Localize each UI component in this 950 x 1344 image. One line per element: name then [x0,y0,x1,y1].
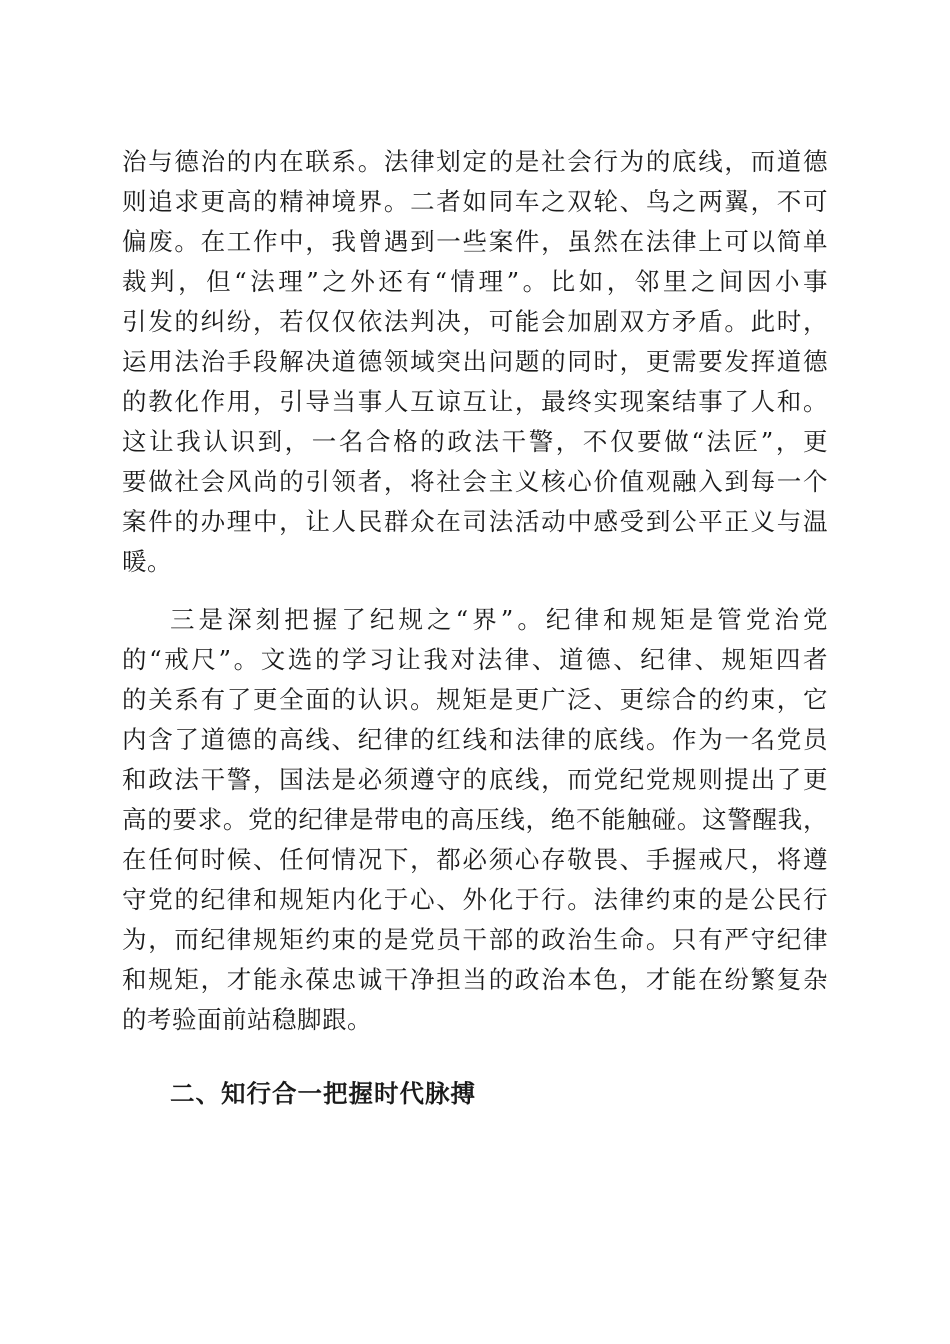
text-line: 高的要求。党的纪律是带电的高压线，绝不能触碰。这警醒我， [122,805,828,834]
text-line: 三是深刻把握了纪规之“界”。纪律和规矩是管党治党 [170,605,828,634]
text-line: 的关系有了更全面的认识。规矩是更广泛、更综合的约束，它 [122,685,828,714]
text-line: 守党的纪律和规矩内化于心、外化于行。法律约束的是公民行 [122,885,828,914]
text-line: 和政法干警，国法是必须遵守的底线，而党纪党规则提出了更 [122,765,828,794]
text-line: 这让我认识到，一名合格的政法干警，不仅要做“法匠”，更 [122,427,828,456]
text-line: 偏废。在工作中，我曾遇到一些案件，虽然在法律上可以简单 [122,227,828,256]
text-line: 引发的纠纷，若仅仅依法判决，可能会加剧双方矛盾。此时， [122,307,828,336]
text-line: 的考验面前站稳脚跟。 [122,1005,372,1034]
text-line: 治与德治的内在联系。法律划定的是社会行为的底线，而道德 [122,147,828,176]
text-line: 暖。 [122,547,172,576]
text-line: 为，而纪律规矩约束的是党员干部的政治生命。只有严守纪律 [122,925,828,954]
text-line: 的“戒尺”。文选的学习让我对法律、道德、纪律、规矩四者 [122,645,828,674]
text-line: 则追求更高的精神境界。二者如同车之双轮、鸟之两翼，不可 [122,187,828,216]
text-line: 裁判，但“法理”之外还有“情理”。比如，邻里之间因小事 [122,267,828,296]
section-heading: 二、知行合一把握时代脉搏 [170,1079,476,1108]
text-line: 和规矩，才能永葆忠诚干净担当的政治本色，才能在纷繁复杂 [122,965,828,994]
text-line: 运用法治手段解决道德领域突出问题的同时，更需要发挥道德 [122,347,828,376]
text-line: 案件的办理中，让人民群众在司法活动中感受到公平正义与温 [122,507,828,536]
text-line: 的教化作用，引导当事人互谅互让，最终实现案结事了人和。 [122,387,828,416]
text-line: 在任何时候、任何情况下，都必须心存敬畏、手握戒尺，将遵 [122,845,828,874]
text-line: 要做社会风尚的引领者，将社会主义核心价值观融入到每一个 [122,467,828,496]
text-line: 内含了道德的高线、纪律的红线和法律的底线。作为一名党员 [122,725,828,754]
